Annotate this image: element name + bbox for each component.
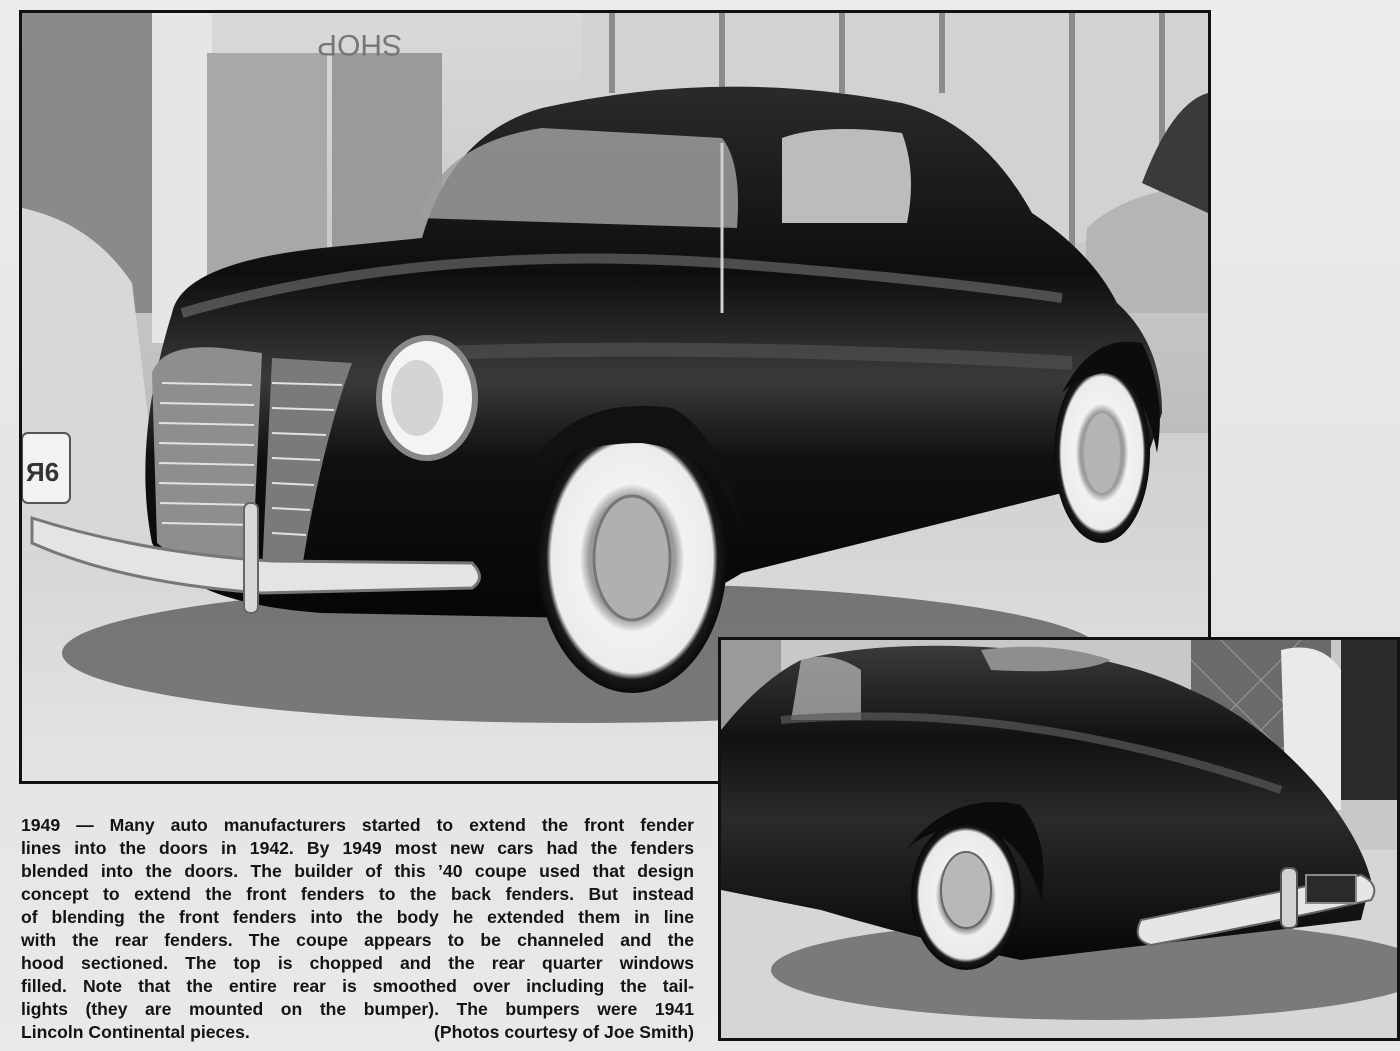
shop-window — [207, 53, 327, 283]
inset-license-plate — [1306, 875, 1356, 903]
caption-line: concept to extend the front fenders to the back fenders. But instead — [21, 884, 694, 904]
side-window — [782, 129, 911, 223]
front-hubcap — [594, 496, 670, 620]
caption-line: lines into the doors in 1942. By 1949 most new cars had the fenders — [21, 838, 694, 858]
bumper-guard — [244, 503, 258, 613]
caption-line: hood sectioned. The top is chopped and the rear quarter windows — [21, 953, 694, 973]
caption-line: 1949 — Many auto manufacturers started to extend the front fender — [21, 815, 694, 835]
inset-dark-edge — [1341, 640, 1397, 800]
inset-side-window — [791, 657, 861, 720]
photo-caption — [21, 814, 694, 1046]
caption-last-line: Lincoln Continental pieces. — [21, 1022, 250, 1042]
caption-line: of blending the front fenders into the body he extended them in line — [21, 907, 694, 927]
caption-final-line — [21, 1021, 694, 1044]
inset-photo-rear-view — [718, 637, 1400, 1041]
coupe-rear-illustration — [721, 640, 1397, 1038]
inset-bumper-guard — [1281, 868, 1297, 928]
inset-hubcap — [941, 852, 991, 928]
photo-credit: (Photos courtesy of Joe Smith) — [433, 1022, 694, 1042]
shop-sign-text: SHOP — [316, 28, 402, 61]
caption-line: with the rear fenders. The coupe appears to be channeled and the — [21, 930, 694, 950]
rear-hubcap — [1084, 413, 1120, 493]
caption-line: filled. Note that the entire rear is smoothed over including the tail- — [21, 976, 694, 996]
headlight-lens — [391, 360, 443, 436]
license-plate-text: Я6 — [26, 457, 60, 487]
caption-line: lights (they are mounted on the bumper). The bumpers were 1941 — [21, 999, 694, 1019]
caption-line: blended into the doors. The builder of this ’40 coupe used that design — [21, 861, 694, 881]
